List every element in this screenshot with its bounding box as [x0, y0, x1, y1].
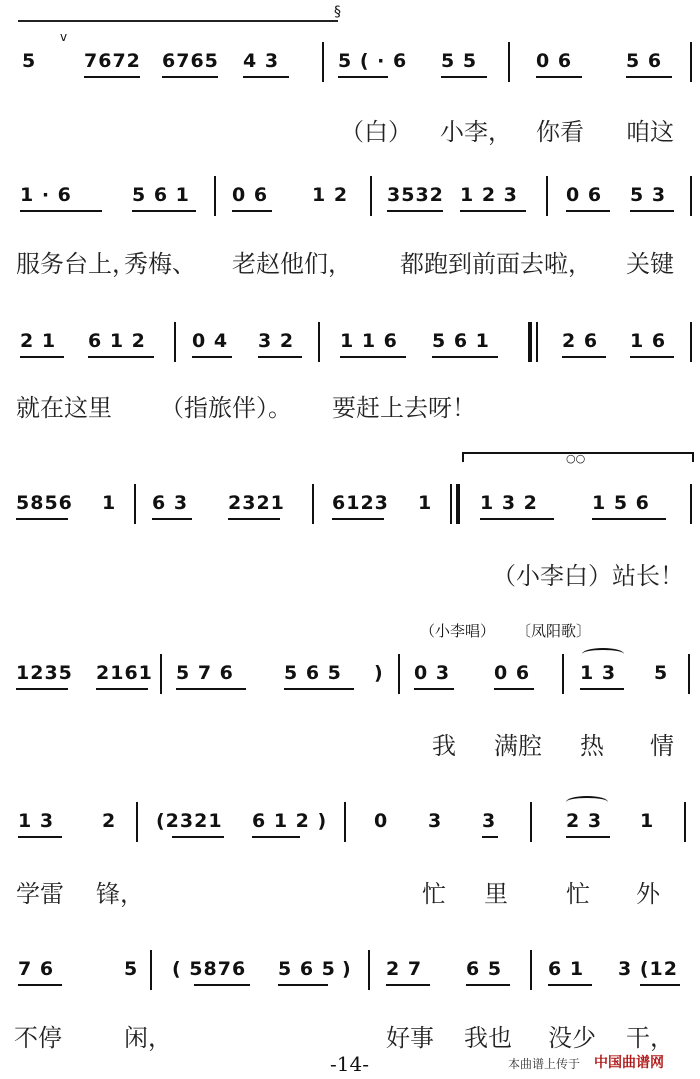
underline — [482, 836, 498, 838]
bar-line — [530, 950, 532, 990]
note: 6123 — [332, 492, 389, 514]
lyrics-line — [0, 112, 700, 146]
note: 3 — [482, 810, 497, 832]
tune-annotation: 〔凤阳歌〕 — [516, 622, 592, 640]
note: 1 — [640, 810, 655, 832]
underline — [630, 210, 674, 212]
note: 2 1 — [20, 330, 57, 352]
note: ( 5876 — [172, 958, 247, 980]
lyric: 小李， — [440, 118, 512, 146]
note: 1 · 6 — [20, 184, 72, 206]
bar-line — [136, 802, 138, 842]
note: ) — [342, 958, 352, 980]
lyric: 要赶上去呀！ — [332, 394, 476, 422]
top-staff-line — [18, 20, 338, 22]
bar-line — [312, 484, 314, 524]
note: 2 6 — [562, 330, 599, 352]
notes-line — [0, 492, 700, 522]
note: 5 6 5 — [284, 662, 342, 684]
note: 6 1 2 — [88, 330, 146, 352]
notes-line — [0, 330, 700, 360]
lyric: 我也 — [464, 1024, 512, 1052]
bar-line — [536, 322, 538, 362]
note: 0 3 — [414, 662, 451, 684]
note: 1 — [102, 492, 117, 514]
underline — [480, 518, 554, 520]
underline — [258, 356, 302, 358]
underline — [16, 518, 68, 520]
notes-line — [0, 810, 700, 840]
slur — [566, 796, 608, 808]
underline — [566, 210, 610, 212]
note: 3532 — [387, 184, 444, 206]
note: 2161 — [96, 662, 153, 684]
note: (2321 — [156, 810, 223, 832]
note: 5 6 — [626, 50, 663, 72]
slur — [582, 648, 624, 660]
note: 5 6 5 — [278, 958, 336, 980]
note: 4 3 — [243, 50, 280, 72]
underline — [243, 76, 289, 78]
lyrics-line — [0, 726, 700, 760]
bar-line — [690, 322, 692, 362]
note: 2 3 — [566, 810, 603, 832]
underline — [548, 984, 592, 986]
note: 1 — [418, 492, 433, 514]
bar-line — [684, 802, 686, 842]
lyric: 里 — [484, 880, 508, 908]
underline — [494, 688, 534, 690]
bar-line — [134, 484, 136, 524]
underline — [441, 76, 487, 78]
lyrics-line — [0, 244, 700, 278]
note: 6 3 — [152, 492, 189, 514]
underline — [332, 518, 384, 520]
lyrics-line — [0, 874, 700, 908]
note: 2321 — [228, 492, 285, 514]
lyric: 干， — [626, 1024, 674, 1052]
note: 6 1 2 ) — [252, 810, 328, 832]
fermata-marks: ○○ — [566, 452, 586, 465]
lyric: 我 — [432, 732, 456, 760]
underline — [536, 76, 582, 78]
lyric: 不停 — [14, 1024, 62, 1052]
note: 1 2 3 — [460, 184, 518, 206]
lyric: 就在这里 — [16, 394, 112, 422]
note: 1235 — [16, 662, 73, 684]
underline — [432, 356, 498, 358]
lyrics-line — [0, 388, 700, 422]
underline — [16, 688, 68, 690]
note: 1 3 — [18, 810, 55, 832]
underline — [252, 836, 300, 838]
lyric: （白） — [340, 118, 412, 146]
bar-line — [398, 654, 400, 694]
note: 5 ( · 6 — [338, 50, 408, 72]
notes-line — [0, 958, 700, 988]
lyric: 服务台上， — [16, 250, 136, 278]
lyric: 热 — [580, 732, 604, 760]
note: 1 3 2 — [480, 492, 538, 514]
bar-line — [530, 802, 532, 842]
note: 5 — [124, 958, 139, 980]
lyric: 锋， — [96, 880, 144, 908]
lyric: 满腔 — [494, 732, 542, 760]
bar-line — [322, 42, 324, 82]
underline — [88, 356, 154, 358]
underline — [192, 356, 232, 358]
bar-line — [318, 322, 320, 362]
bar-line — [508, 42, 510, 82]
lyric: 学雷 — [16, 880, 64, 908]
bar-line — [344, 802, 346, 842]
notes-line — [0, 662, 700, 692]
underline — [132, 210, 196, 212]
note: 5 6 1 — [132, 184, 190, 206]
repeat-end-bar — [456, 484, 460, 524]
underline — [566, 836, 610, 838]
underline — [162, 76, 218, 78]
underline — [20, 210, 102, 212]
note: 5 6 1 — [432, 330, 490, 352]
bar-line — [690, 484, 692, 524]
note: ) — [374, 662, 384, 684]
note: 3 — [428, 810, 443, 832]
lyric: 没少 — [548, 1024, 596, 1052]
underline — [18, 836, 62, 838]
note: 7 6 — [18, 958, 55, 980]
lyric: 外 — [636, 880, 660, 908]
breath-mark: v — [60, 30, 68, 44]
bar-line — [690, 42, 692, 82]
lyric: 好事 — [386, 1024, 434, 1052]
underline — [278, 984, 328, 986]
note: 1 3 — [580, 662, 617, 684]
lyric: （指旅伴）。 — [160, 394, 292, 422]
underline — [386, 984, 430, 986]
note: 1 2 — [312, 184, 349, 206]
bar-line — [370, 176, 372, 216]
underline — [232, 210, 272, 212]
site-logo[interactable]: 中国曲谱网 — [594, 1055, 664, 1071]
bar-line — [368, 950, 370, 990]
lyric: 都跑到前面去啦， — [400, 250, 592, 278]
bar-line — [546, 176, 548, 216]
bar-line — [174, 322, 176, 362]
lyric: 你看 — [536, 118, 584, 146]
underline — [580, 688, 624, 690]
underline — [562, 356, 606, 358]
note: 5 5 — [441, 50, 478, 72]
underline — [18, 984, 62, 986]
bar-line — [150, 950, 152, 990]
note: 5 — [654, 662, 669, 684]
lyric: 忙 — [422, 880, 446, 908]
bar-line — [450, 484, 452, 524]
notes-line — [0, 50, 700, 80]
underline — [284, 688, 354, 690]
underline — [630, 356, 674, 358]
notes-line — [0, 184, 700, 214]
underline — [96, 688, 148, 690]
underline — [340, 356, 406, 358]
note: 5 — [22, 50, 37, 72]
underline — [592, 518, 666, 520]
note: 3 (12 — [618, 958, 678, 980]
underline — [176, 688, 246, 690]
note: 0 6 — [494, 662, 531, 684]
underline — [626, 76, 672, 78]
bar-line — [688, 654, 690, 694]
underline — [152, 518, 192, 520]
bar-line — [690, 176, 692, 216]
source-note: 本曲谱上传于 — [508, 1057, 581, 1071]
segno-mark: § — [334, 4, 341, 20]
underline — [640, 984, 680, 986]
lyric: （小李白）站长！ — [492, 562, 684, 590]
lyric: 秀梅、 — [124, 250, 196, 278]
underline — [387, 210, 443, 212]
lyric: 关键 — [626, 250, 674, 278]
note: 0 6 — [536, 50, 573, 72]
underline — [20, 356, 64, 358]
page-number: -14- — [330, 1052, 369, 1076]
lyric: 闲， — [124, 1024, 172, 1052]
note: 6765 — [162, 50, 219, 72]
note: 3 2 — [258, 330, 295, 352]
lyric: 老赵他们， — [232, 250, 352, 278]
underline — [460, 210, 526, 212]
note: 0 4 — [192, 330, 229, 352]
repeat-start-bar — [528, 322, 532, 362]
underline — [338, 76, 388, 78]
note: 7672 — [84, 50, 141, 72]
lyric: 情 — [650, 732, 674, 760]
note: 5 3 — [630, 184, 667, 206]
bar-line — [562, 654, 564, 694]
lyric: 忙 — [566, 880, 590, 908]
note: 6 5 — [466, 958, 503, 980]
lyrics-line — [0, 1018, 700, 1052]
bar-line — [214, 176, 216, 216]
note: 2 — [102, 810, 117, 832]
underline — [414, 688, 454, 690]
note: 1 6 — [630, 330, 667, 352]
singer-annotation: （小李唱） — [420, 622, 496, 640]
note: 5856 — [16, 492, 73, 514]
note: 6 1 — [548, 958, 585, 980]
underline — [84, 76, 140, 78]
note: 0 6 — [232, 184, 269, 206]
note: 0 — [374, 810, 389, 832]
note: 5 7 6 — [176, 662, 234, 684]
underline — [172, 836, 224, 838]
bar-line — [160, 654, 162, 694]
note: 2 7 — [386, 958, 423, 980]
note: 0 6 — [566, 184, 603, 206]
note: 1 5 6 — [592, 492, 650, 514]
underline — [194, 984, 250, 986]
note: 1 1 6 — [340, 330, 398, 352]
underline — [228, 518, 280, 520]
underline — [466, 984, 510, 986]
lyrics-line — [0, 556, 700, 590]
lyric: 咱这 — [626, 118, 674, 146]
